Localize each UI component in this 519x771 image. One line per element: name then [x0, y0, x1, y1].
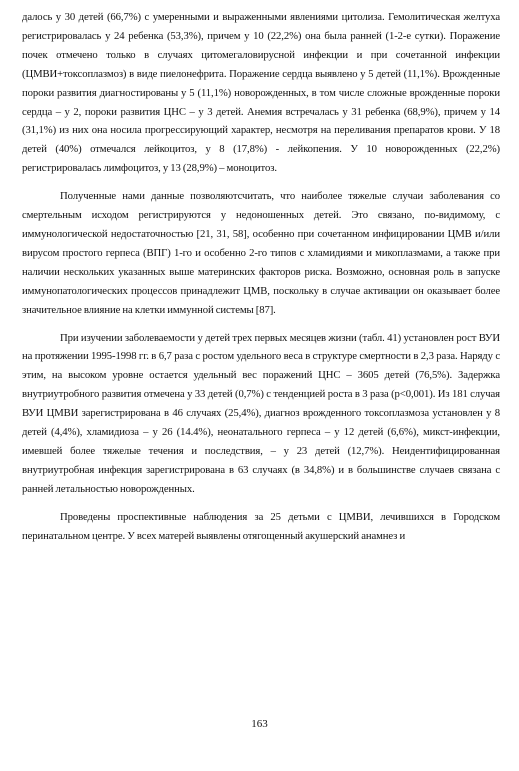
document-body	[22, 8, 500, 545]
paragraph-2: Полученные нами данные позволяютсчитать, что наиболее тяжелые случаи заболевания со смертельным исходом регистрируются у недоношенных детей. Это связано, по-видимому, с иммунологической недостаточностью [21, 31, 58], особенно при сочетанном инфицировании ЦМВ и/или вирусом простого герпеса (ВПГ) 1-го и особенно 2-го типов с хламидиями и микоплазмами, а также при наличии нескольких указанных выше материнских факторов риска. Возможно, основная роль в запуске иммунопатологических процессов принадлежит ЦМВ, поскольку в случае активации он оказывает более значительное влияние на клетки иммунной системы [87].	[22, 190, 500, 316]
page-number: 163	[251, 718, 268, 730]
paragraph-1: далось у 30 детей (66,7%) с умеренными и выраженными явлениями цитолиза. Гемолитическая желтуха регистрировалась у 24 ребенка (53,3%), причем у 10 (22,2%) она была ранней (1-2-е сутки). Поражение почек отмечено только в случаях цитомегаловирусной инфекции и при сочетанной инфекции (ЦМВИ+токсоплазмоз) в виде пиелонефрита. Поражение сердца выявлено у 5 детей (11,1%). Врожденные пороки развития диагностированы у 5 (11,1%) новорожденных, в том числе сложные врожденные пороки сердца – у 2, пороки развития ЦНС – у 3 детей. Анемия встречалась у 31 ребенка (68,9%), причем у 14 (31,1%) из них она носила прогрессирующий характер, несмотря на переливания препаратов крови. У 18 детей (40%) отмечался лейкоцитоз, у 8 (17,8%) - лейкопения. У 10 новорожденных (22,2%) регистрировалась лимфоцитоз, у 13 (28,9%) – моноцитоз.	[22, 11, 500, 175]
paragraph-3: При изучении заболеваемости у детей трех первых месяцев жизни (табл. 41) установлен рост ВУИ на протяжении 1995-1998 гг. в 6,7 раза с ростом удельного веса в структуре смертности в 2,3 раза. Наряду с этим, на высоком уровне остается удельный вес поражений ЦНС – 3605 детей (76,5%). Задержка внутриутробного развития отмечена у 33 детей (0,7%) с тенденцией роста в 3 раза (р<0,001). Из 181 случая ВУИ ЦМВИ зарегистрирована в 46 случаях (25,4%), диагноз врожденного токсоплазмоза установлен у 8 детей (4,4%), хламидиоза – у 26 (14.4%), неонатального герпеса – у 12 детей (6,6%), микст-инфекции, имевшей более тяжелые течения и последствия, – у 23 детей (12,7%). Неидентифицированная внутриутробная инфекция зарегистрирована в 63 случаях (в 34,8%) и в большинстве случаев связана с ранней летальностью новорожденных.	[22, 331, 500, 495]
paragraph-4: Проведены проспективные наблюдения за 25 детьми с ЦМВИ, лечившихся в Городском перинатальном центре. У всех матерей выявлены отягощенный акушерский анамнез и	[22, 510, 500, 542]
